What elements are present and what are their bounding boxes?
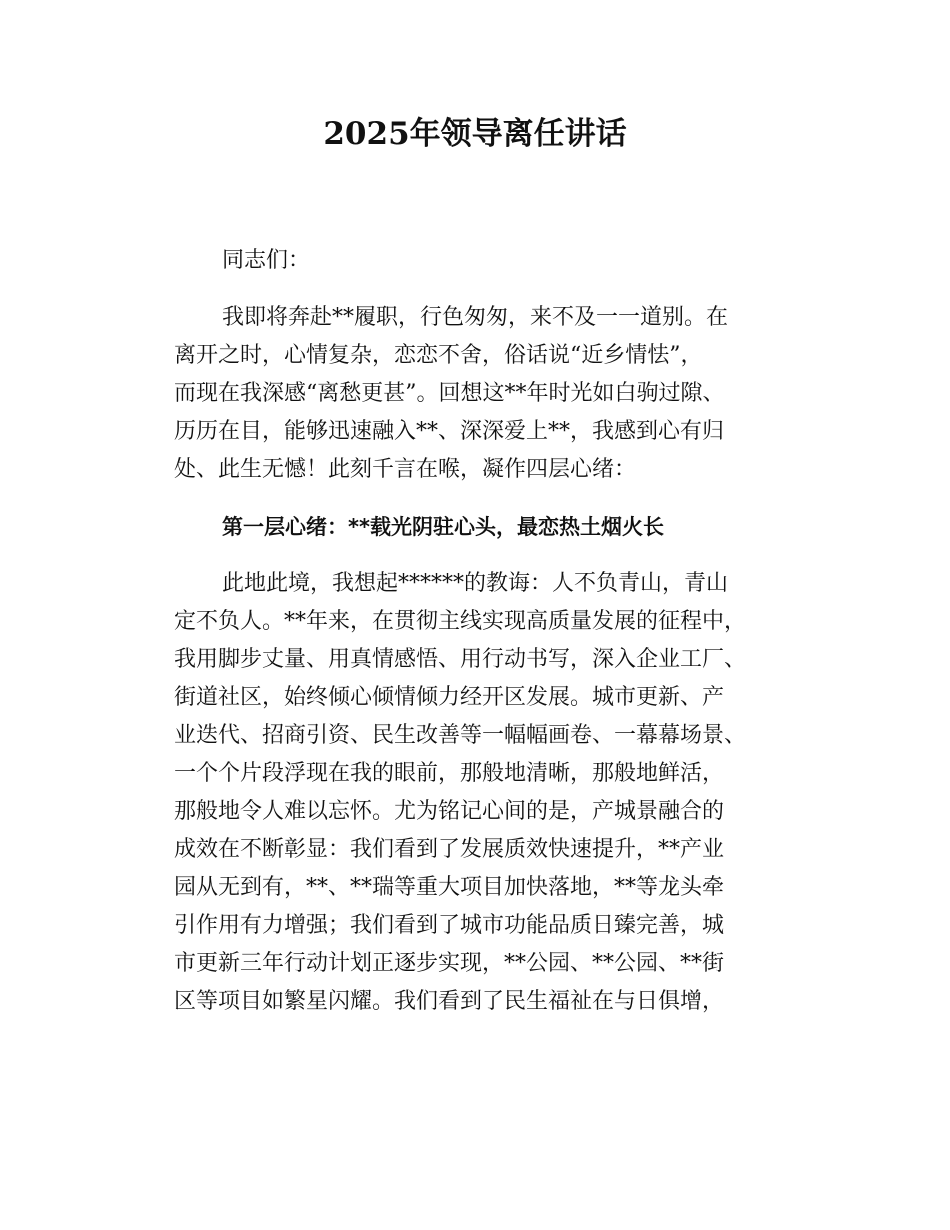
- paragraph-line: 定不负人。**年来，在贯彻主线实现高质量发展的征程中，: [174, 609, 747, 634]
- paragraph-gap: [174, 489, 814, 508]
- paragraph-line: 业迭代、招商引资、民生改善等一幅幅画卷、一幕幕场景、: [174, 723, 747, 748]
- paragraph-gap: [174, 280, 814, 299]
- paragraph-line: 市更新三年行动计划正逐步实现，**公园、**公园、**街: [174, 951, 725, 976]
- paragraph-line: 我即将奔赴**履职，行色匆匆，来不及一一道别。在: [222, 305, 729, 330]
- paragraph-line: 离开之时，心情复杂，恋恋不舍，俗话说“近乡情怯”，: [174, 343, 703, 368]
- paragraph-line: 历历在目，能够迅速融入**、深深爱上**，我感到心有归: [174, 419, 725, 444]
- paragraph-line: 区等项目如繁星闪耀。我们看到了民生福祉在与日俱增，: [174, 989, 725, 1014]
- paragraph-line: 此地此境，我想起******的教诲：人不负青山，青山: [222, 571, 729, 596]
- paragraph-line: 那般地令人难以忘怀。尤为铭记心间的是，产城景融合的: [174, 799, 725, 824]
- section-heading: 第一层心绪：**载光阴驻心头，最恋热土烟火长: [222, 515, 664, 539]
- document-title: 2025年领导离任讲话: [323, 116, 627, 152]
- paragraph-line: 街道社区，始终倾心倾情倾力经开区发展。城市更新、产: [174, 685, 725, 710]
- document-body: [174, 242, 814, 1021]
- paragraph-line: 园从无到有，**、**瑞等重大项目加快落地，**等龙头牵: [174, 875, 725, 900]
- paragraph-line: 引作用有力增强；我们看到了城市功能品质日臻完善，城: [174, 913, 725, 938]
- paragraph-line: 我用脚步丈量、用真情感悟、用行动书写，深入企业工厂、: [174, 647, 747, 672]
- paragraph-line: 成效在不断彰显：我们看到了发展质效快速提升，**产业: [174, 837, 725, 862]
- salutation: 同志们：: [222, 248, 311, 273]
- paragraph-line: 而现在我深感“离愁更甚”。回想这**年时光如白驹过隙、: [174, 381, 725, 406]
- paragraph-gap: [174, 546, 814, 565]
- paragraph-line: 处、此生无憾！此刻千言在喉，凝作四层心绪：: [174, 457, 637, 482]
- paragraph-line: 一个个片段浮现在我的眼前，那般地清晰，那般地鲜活，: [174, 761, 725, 786]
